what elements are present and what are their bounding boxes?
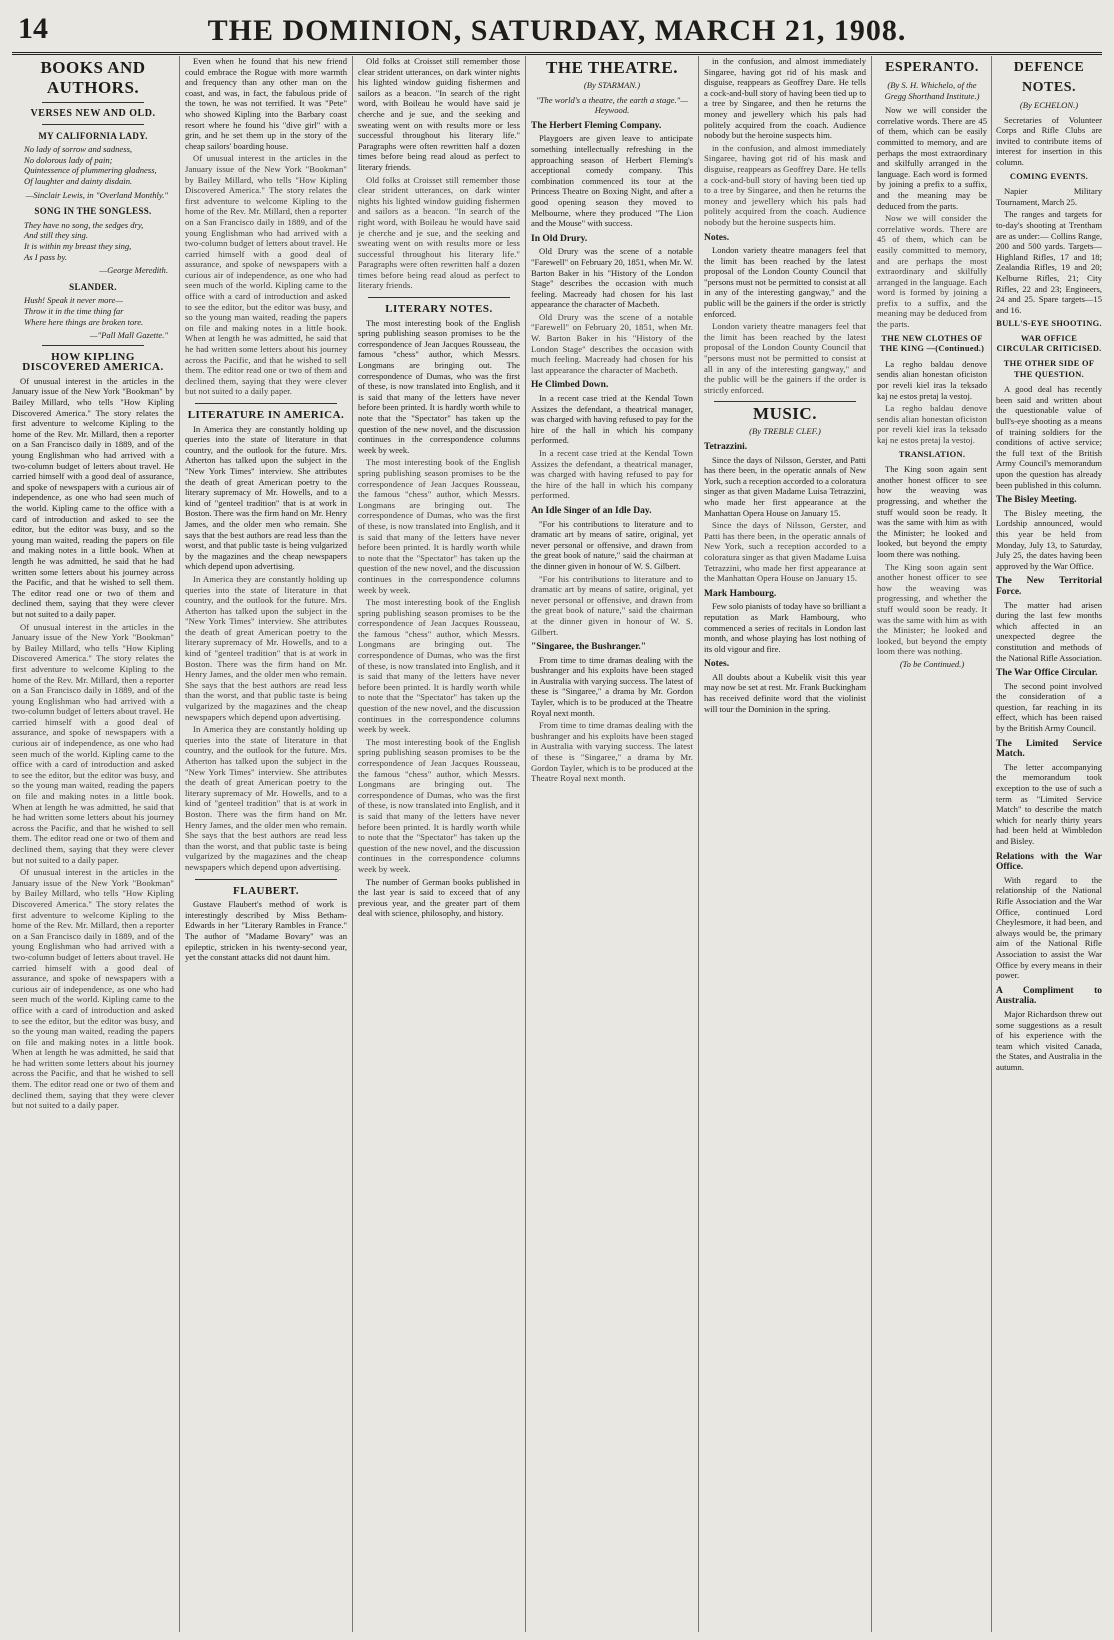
music-sub-2: Mark Hambourg. <box>704 588 777 599</box>
defence-body-7: With regard to the relationship of the National Rifle Association and the War Office, continued Lord Cheylesmore, it had been, and always would be, the primary aim of the National Rifle Association to assist the War Office by every means in their power. <box>996 874 1102 981</box>
divider <box>368 297 510 298</box>
coming-events: Napier Military Tournament, March 25. <box>996 186 1102 207</box>
theatre-body-5-cont: From time to time dramas dealing with the bushranger and his exploits have been staged in Australia with varying success. The latest of these is "Singaree," a drama by Mr. Gordon Tayler, which is to be produced at the Theatre Royal next month. <box>531 720 693 784</box>
literary-notes-title: LITERARY NOTES. <box>385 303 493 316</box>
column-rule <box>179 56 180 1632</box>
literary-notes-body-2: The most interesting book of the English spring publishing season promises to be the correspondence of Jean Jacques Rousseau, the famous "chess" author, which Messrs. Longmans are bringing out. The correspondence of Dumas, who was the first of these, is now translated into English, and it is said that many of the letters have never before been printed. It is hardly worth while to note that the "Spectator" has taken up the question of the new novel, and the discussion continues in the correspondence columns week by week. <box>358 457 520 595</box>
defence-body-4: The matter had arisen during the last few months which affected in an unexpected degree the constitution and methods of the National Rifle Association. <box>996 599 1102 663</box>
column-rule <box>698 56 699 1632</box>
theatre-quote: "The world's a theatre, the earth a stage."—Heywood. <box>536 94 688 116</box>
verses-title: VERSES NEW AND OLD. <box>30 108 156 119</box>
column-literature <box>185 56 347 1632</box>
theatre-byline: (By STARMAN.) <box>583 80 641 90</box>
divider <box>42 345 144 346</box>
poem-2-lines: They have no song, the sedges dry, And still they sing. It is within my breast they sing, As I pass by. <box>24 219 144 262</box>
page-number: 14 <box>18 12 48 45</box>
theatre-notes-body: London variety theatre managers feel that the limit has been reached by the latest proposal of the London County Council that "persons must not be permitted to consist at all in any of the interesting gangway," and the public will be the gainers if the order is strictly enforced. <box>704 245 866 319</box>
literary-notes-tail: The number of German books published in the last year is said to exceed that of any previous year, and the greater part of them deal with science, philosophy, and history. <box>358 876 520 919</box>
literature-in-america-body: In America they are constantly holding up queries into the state of literature in that country, and the outlook for the future. Mrs. Atherton has talked upon the subject in the "New York Times" interview. She attributes the death of great American poetry to the literary supremacy of Mr. Howells, and to a kind of "genteel tradition" that is at work in Boston. There was the firm hand on Mr. Henry James, and the older men who remain. She says that the best authors are read less than the worst, and that public taste is being vulgarized by the magazines and the cheap newspapers which depend upon advertising. <box>185 423 347 572</box>
defence-body-6: The letter accompanying the memorandum took exception to the use of such a term as "Limited Service Match" to describe the match which for nearly thirty years had been held at Wimbledon and Bisley. <box>996 761 1102 846</box>
music-body-1-cont: Since the days of Nilsson, Gerster, and Patti has there been, in the operatic annals of New York, such a reception accorded to a coloratura singer as that given Madame Luisa Tetrazzini, who made her first appearance at the Manhattan Opera House on January 15. <box>704 520 866 584</box>
flaubert-continued-body-2: Old folks at Croisset still remember those clear strident utterances, on dark winter nights his lighted window guiding fishermen and sailors as a beacon. "In search of the right word, with Boileau he would have said je cherche and je sue, and the seeking and sweating went on with results more or less successful throughout his literary life." Paragraphs were often rewritten half a dozen times before being read aloud as perfect to literary friends. <box>358 174 520 291</box>
column-rule <box>871 56 872 1632</box>
esperanto-body-1-cont: Now we will consider the correlative words. There are 45 of them, which can be easily committed to memory, and are perhaps the most extraordinary and skilfully arranged in the language. Each word is formed by joining a prefix to a suffix, and the meaning may be deduced from the parts. <box>877 213 987 330</box>
theatre-body-1: Playgoers are given leave to anticipate something intellectually refreshing in the approaching season of Herbert Fleming's acceptional comedy company. This combination commenced its tour at the Princess Theatre on Boxing Night, and after a good opening season they moved to Melbourne, where they produced "The Lion and the Mouse" with success. <box>531 133 693 229</box>
theatre-continued-body: in the confusion, and almost immediately Singaree, having got rid of his mask and disguise, reappears as Geoffrey Dare. He tells a cock-and-bull story of having been tied up to a tree by Singaree, and then he returns the money and jewellery which his pals had politely acquired from the coach. Audience nobody but the heroine suspects him. <box>704 56 866 141</box>
kipling-continued-body-2: Of unusual interest in the articles in the January issue of the New York "Bookman" by Bailey Millard, who tells "How Kipling Discovered America." The story relates the first adventure to welcome Kipling to the home of the Rev. Mr. Millard, then a reporter on a San Francisco daily in 1889, and of the young Englishman who had arrived with a two-column budget of letters about travel. He carried himself with a good deal of assurance, and spoke of newspapers with a curious air of independence, as one who had seen much of the world. Kipling came to the office with a card of introduction and asked to see the editor, but the editor was busy, and so the young man waited, reading the papers on file and making notes in a little book. When at length he was admitted, he said that he had written some letters about his journey across the Pacific, and that he wished to sell them. The editor read one or two of them and declined them, saying that they were clever but not suited to a daily paper. <box>185 153 347 397</box>
literary-notes-body-4: The most interesting book of the English spring publishing season promises to be the correspondence of Jean Jacques Rousseau, the famous "chess" author, which Messrs. Longmans are bringing out. The correspondence of Dumas, who was the first of these, is now translated into English, and it is said that many of the letters have never before been printed. It is hardly worth while to note that the "Spectator" has taken up the question of the new novel, and the discussion continues in the correspondence columns week by week. <box>358 736 520 874</box>
music-byline: (By TREBLE CLEF.) <box>749 426 821 437</box>
defence-sub-7: The Limited Service Match. <box>996 738 1102 760</box>
defence-sub-2: WAR OFFICE CIRCULAR CRITICISED. <box>996 333 1102 354</box>
divider <box>195 879 337 880</box>
esperanto-title: ESPERANTO. <box>885 60 979 75</box>
defence-body-2: A good deal has recently been said and written about the questionable value of bull's-eye shooting as a means of training soldiers for the conditions of active service; the full text of the British Army Council's memorandum upon the question has already been published in this column. <box>996 384 1102 490</box>
esperanto-story-title: THE NEW CLOTHES OF THE KING —(Continued.) <box>879 333 985 354</box>
divider <box>714 401 856 402</box>
page-columns <box>12 56 1102 1632</box>
poem-1-author: —Sinclair Lewis, in "Overland Monthly." <box>25 189 168 200</box>
newspaper-title: THE DOMINION, SATURDAY, MARCH 21, 1908. <box>207 14 907 47</box>
defence-sub-1: BULL'S-EYE SHOOTING. <box>996 319 1102 329</box>
defence-sub-5: The New Territorial Force. <box>996 576 1102 597</box>
theatre-notes-head: Notes. <box>704 232 730 243</box>
theatre-sub-1: The Herbert Fleming Company. <box>531 120 662 131</box>
theatre-body-5: From time to time dramas dealing with the bushranger and his exploits have been staged in Australia with varying success. The latest of these is "Singaree," a drama by Mr. Gordon Tayler, which is to be produced at the Theatre Royal next month. <box>531 654 693 718</box>
column-literary-notes <box>358 56 520 1632</box>
esperanto-body-2: La regho baldau denove sendis alian honestan oficiston por reveli kiel iras la teksado kaj ne estos pretaj la vestoj. <box>877 358 987 401</box>
music-sub-1: Tetrazzini. <box>704 442 748 452</box>
literary-notes-body-3: The most interesting book of the English spring publishing season promises to be the correspondence of Jean Jacques Rousseau, the famous "chess" author, which Messrs. Longmans are bringing out. The correspondence of Dumas, who was the first of these, is now translated into English, and it is said that many of the letters have never before been printed. It is hardly worth while to note that the "Spectator" has taken up the question of the new novel, and the discussion continues in the correspondence columns week by week. <box>358 597 520 735</box>
music-body-2: Few solo pianists of today have so brilliant a reputation as Mark Hambourg, who commenced a series of recitals in London last month, and whose playing has lost nothing of its old vigour and fire. <box>704 601 866 654</box>
defence-sub-6: The War Office Circular. <box>996 668 1098 679</box>
theatre-body-2: Old Drury was the scene of a notable "Farewell" on February 20, 1851, when Mr. W. Barton Baker in his "History of the London Stage" describes the occasion with much feeling. Macready had chosen for his last appearance the character of Macbeth. <box>531 246 693 310</box>
flaubert-title: FLAUBERT. <box>233 884 299 897</box>
defence-intro: Secretaries of Volunteer Corps and Rifle Clubs are invited to contribute items of interest for insertion in this column. <box>996 114 1102 167</box>
divider <box>195 403 337 404</box>
music-title: MUSIC. <box>753 404 817 424</box>
theatre-notes-body-2: London variety theatre managers feel that the limit has been reached by the latest proposal of the London County Council that "persons must not be permitted to consist at all in any of the interesting gangway," and the public will be the gainers if the order is strictly enforced. <box>704 321 866 395</box>
literature-in-america-body-3: In America they are constantly holding up queries into the state of literature in that country, and the outlook for the future. Mrs. Atherton has talked upon the subject in the "New York Times" interview. She attributes the death of great American poetry to the literary supremacy of Mr. Howells, and to a kind of "genteel tradition" that is at work in Boston. There was the firm hand on Mr. Henry James, and the older men who remain. She says that the best authors are read less than the worst, and that public taste is being vulgarized by the magazines and the cheap newspapers which depend upon advertising. <box>185 724 347 872</box>
theatre-title: THE THEATRE. <box>546 58 678 77</box>
theatre-sub-4: An Idle Singer of an Idle Day. <box>531 505 652 516</box>
kipling-article-body-cont: Of unusual interest in the articles in the January issue of the New York "Bookman" by Bailey Millard, who tells "How Kipling Discovered America." The story relates the first adventure to welcome Kipling to the home of the Rev. Mr. Millard, then a reporter on a San Francisco daily in 1889, and of the young Englishman who had arrived with a two-column budget of letters about travel. He carried himself with a good deal of assurance, and spoke of newspapers with a curious air of independence, as one who had seen much of the world. Kipling came to the office with a card of introduction and asked to see the editor, but the editor was busy, and so the young man waited, reading the papers on file and making notes in a little book. When at length he was admitted, he said that he had written some letters about his journey across the Pacific, and that he wished to sell them. The editor read one or two of them and declined them, saying that they were clever but not suited to a daily paper. <box>12 621 174 865</box>
defence-body-5: The second point involved the consideration of a question, far reaching in its effect, which has been raised by the British Army Council. <box>996 680 1102 734</box>
esperanto-body-2-cont: La regho baldau denove sendis alian honestan oficiston por reveli kiel iras la teksado kaj ne estos pretaj la vestoj. <box>877 403 987 445</box>
defence-sub-3: THE OTHER SIDE OF THE QUESTION. <box>1003 359 1095 379</box>
music-body-3: All doubts about a Kubelik visit this year may now be set at rest. Mr. Frank Buckingham has received definite word that the violinist will tour the Dominion in the spring. <box>704 671 866 714</box>
kipling-article-title: HOW KIPLING DISCOVERED AMERICA. <box>22 350 164 374</box>
poem-2-title: SONG IN THE SONGLESS. <box>34 206 152 217</box>
esperanto-to-be-continued: (To be Continued.) <box>899 658 965 669</box>
theatre-body-3-cont: In a recent case tried at the Kendal Town Assizes the defendant, a theatrical manager, was charged with having refused to pay for the hire of the hall in which his company performed. <box>531 448 693 501</box>
column-defence <box>996 56 1102 1632</box>
theatre-body-3: In a recent case tried at the Kendal Town Assizes the defendant, a theatrical manager, was charged with having refused to pay for the hire of the hall in which his company performed. <box>531 393 693 446</box>
column-theatre <box>531 56 693 1632</box>
column-rule <box>991 56 992 1632</box>
poem-3-author: —"Pall Mall Gazette." <box>89 330 168 341</box>
esperanto-body-3-cont: The King soon again sent another honest officer to see how the weaving was progressing, and whether the stuff would soon be ready. It was the same with him as with the Minister; he looked and looked, but beyond the empty loom there was nothing. <box>877 561 987 657</box>
flaubert-continued-body: Old folks at Croisset still remember those clear strident utterances, on dark winter nights his lighted window guiding fishermen and sailors as a beacon. "In search of the right word, with Boileau he would have said je cherche and je sue, and the seeking and sweating went on with results more or less successful throughout his literary life." Paragraphs were often rewritten half a dozen times before being read aloud as perfect to literary friends. <box>358 56 520 172</box>
theatre-body-2-cont: Old Drury was the scene of a notable "Farewell" on February 20, 1851, when Mr. W. Barton Baker in his "History of the London Stage" describes the occasion with much feeling. Macready had chosen for his last appearance the character of Macbeth. <box>531 311 693 375</box>
kipling-article-body: Of unusual interest in the articles in the January issue of the New York "Bookman" by Bailey Millard, who tells "How Kipling Discovered America." The story relates the first adventure to welcome Kipling to the home of the Rev. Mr. Millard, then a reporter on a San Francisco daily in 1889, and of the young Englishman who had arrived with a two-column budget of letters about travel. He carried himself with a good deal of assurance, and spoke of newspapers with a curious air of independence, as one who had seen much of the world. Kipling came to the office with a card of introduction and asked to see the editor, but the editor was busy, and so the young man waited, reading the papers on file and making notes in a little book. When at length he was admitted, he said that he had written some letters about his journey across the Pacific, and that he wished to sell them. The editor read one or two of them and declined them, saying that they were clever but not suited to a daily paper. <box>12 375 174 619</box>
esperanto-body-1: Now we will consider the correlative words. There are 45 of them, which can be easily committed to memory, and are perhaps the most extraordinary and skilfully arranged in the language. Each word is formed by joining a prefix to a suffix, and the meaning may be deduced from the parts. <box>877 105 987 211</box>
defence-sub-9: A Compliment to Australia. <box>996 985 1102 1007</box>
literary-notes-body: The most interesting book of the English spring publishing season promises to be the correspondence of Jean Jacques Rousseau, the famous "chess" author, which Messrs. Longmans are bringing out. The correspondence of Dumas, who was the first of these, is now translated into English, and it is said that many of the letters have never before been printed. It is hardly worth while to note that the "Spectator" has taken up the question of the new novel, and the discussion continues in the correspondence columns week by week. <box>358 317 520 455</box>
defence-body-1: The ranges and targets for to-day's shooting at Trentham are as under:— Collins Range, 200 and 500 yards. Targets—Highland Rifles, 17 and 18; Zealandia Rifles, 19 and 20; Kelburne Rifles, 21; City Rifles, 22 and 23; Engineers, 24 and 25. Spare targets—15 and 16. <box>996 209 1102 315</box>
esperanto-body-3: The King soon again sent another honest officer to see how the weaving was progressing, and whether the stuff would soon be ready. It was the same with him as with the Minister; he looked and looked, but beyond the empty loom there was nothing. <box>877 464 987 559</box>
column-music <box>704 56 866 1632</box>
poem-3-title: SLANDER. <box>69 281 117 292</box>
theatre-sub-5: "Singaree, the Bushranger." <box>531 642 647 653</box>
esperanto-translation-title: TRANSLATION. <box>898 449 966 459</box>
theatre-body-4-cont: "For his contributions to literature and to dramatic art by means of satire, original, yet never personal or offensive, and drawn from the great book of nature," said the chairman at the dinner given in honour of W. S. Gilbert. <box>531 573 693 637</box>
column-rule <box>352 56 353 1632</box>
poem-3-lines: Hush! Speak it never more— Throw it in the time thing far Where here things are broken tore. <box>24 295 144 327</box>
books-title: BOOKS AND AUTHORS. <box>40 58 146 97</box>
theatre-sub-3: He Climbed Down. <box>531 380 609 391</box>
defence-title: DEFENCE NOTES. <box>1013 60 1085 95</box>
music-body-1: Since the days of Nilsson, Gerster, and Patti has there been, in the operatic annals of New York, such a reception accorded to a coloratura singer as that given Madame Luisa Tetrazzini, who made her first appearance at the Manhattan Opera House on January 15. <box>704 454 866 518</box>
divider <box>42 102 144 103</box>
music-sub-3: Notes. <box>704 659 730 670</box>
kipling-article-body-cont-2: Of unusual interest in the articles in the January issue of the New York "Bookman" by Bailey Millard, who tells "How Kipling Discovered America." The story relates the first adventure to welcome Kipling to the home of the Rev. Mr. Millard, then a reporter on a San Francisco daily in 1889, and of the young Englishman who had arrived with a two-column budget of letters about travel. He carried himself with a good deal of assurance, and spoke of newspapers with a curious air of independence, as one who had seen much of the world. Kipling came to the office with a card of introduction and asked to see the editor, but the editor was busy, and so the young man waited, reading the papers on file and making notes in a little book. When at length he was admitted, he said that he had written some letters about his journey across the Pacific, and that he wished to sell them. The editor read one or two of them and declined them, saying that they were clever but not suited to a daily paper. <box>12 867 174 1111</box>
literature-in-america-body-2: In America they are constantly holding up queries into the state of literature in that country, and the outlook for the future. Mrs. Atherton has talked upon the subject in the "New York Times" interview. She attributes the death of great American poetry to the literary supremacy of Mr. Howells, and to a kind of "genteel tradition" that is at work in Boston. There was the firm hand on Mr. Henry James, and the older men who remain. She says that the best authors are read less than the worst, and that public taste is being vulgarized by the magazines and the cheap newspapers which depend upon advertising. <box>185 573 347 722</box>
column-rule <box>525 56 526 1632</box>
defence-body-8: Major Richardson threw out some suggestions as a result of his experience with the team which visited Canada, the States, and Australia in the autumn. <box>996 1008 1102 1072</box>
poem-2-author: —George Meredith. <box>99 265 168 276</box>
theatre-body-4: "For his contributions to literature and to dramatic art by means of satire, original, yet never personal or offensive, and drawn from the great book of nature," said the chairman at the dinner given in honour of W. S. Gilbert. <box>531 518 693 571</box>
kipling-continued-body: Even when he found that his new friend could embrace the Rogue with more warmth and frequency than any other man on the coast, and was, in fact, the fabulous pride of the town, he was not terrified. It was "Pete" who showed Kipling into the Barbary coast resort where he found his "dive girl" with a grin, and he set them up in the story of the cheap sailors' boarding house. <box>185 56 347 151</box>
masthead <box>12 8 1102 55</box>
theatre-sub-2: In Old Drury. <box>531 233 588 244</box>
poem-1-title: MY CALIFORNIA LADY. <box>38 130 148 141</box>
defence-sub-4: The Bisley Meeting. <box>996 495 1077 506</box>
column-books <box>12 56 174 1632</box>
defence-sub-8: Relations with the War Office. <box>996 851 1102 873</box>
esperanto-byline: (By S. H. Whichelo, of the Gregg Shorthand Institute.) <box>884 80 980 101</box>
column-esperanto <box>877 56 987 1632</box>
poem-1-lines: No lady of sorrow and sadness, No dolorous lady of pain; Quintessence of plummering gladness, Of laughter and dainty disdain. <box>24 144 157 186</box>
theatre-continued-body-2: in the confusion, and almost immediately Singaree, having got rid of his mask and disguise, reappears as Geoffrey Dare. He tells a cock-and-bull story of having been tied up to a tree by Singaree, and then he returns the money and jewellery which his pals had politely acquired from the coach. Audience nobody but the heroine suspects him. <box>704 142 866 227</box>
flaubert-body: Gustave Flaubert's method of work is interestingly described by Miss Betham-Edwards in her "Literary Rambles in France." The author of "Madame Bovary" was an epileptic, stricken in his twenty-second year, yet the constant attacks did not daunt him. <box>185 899 347 963</box>
literature-in-america-title: LITERATURE IN AMERICA. <box>187 409 345 421</box>
divider <box>42 124 144 125</box>
coming-events-title: COMING EVENTS. <box>1009 171 1089 181</box>
defence-byline: (By ECHELON.) <box>1019 100 1079 110</box>
defence-body-3: The Bisley meeting, the Lordship announced, would this year be held from Monday, July 13, to Saturday, July 25, the dates having been approved by the War Office. <box>996 507 1102 571</box>
